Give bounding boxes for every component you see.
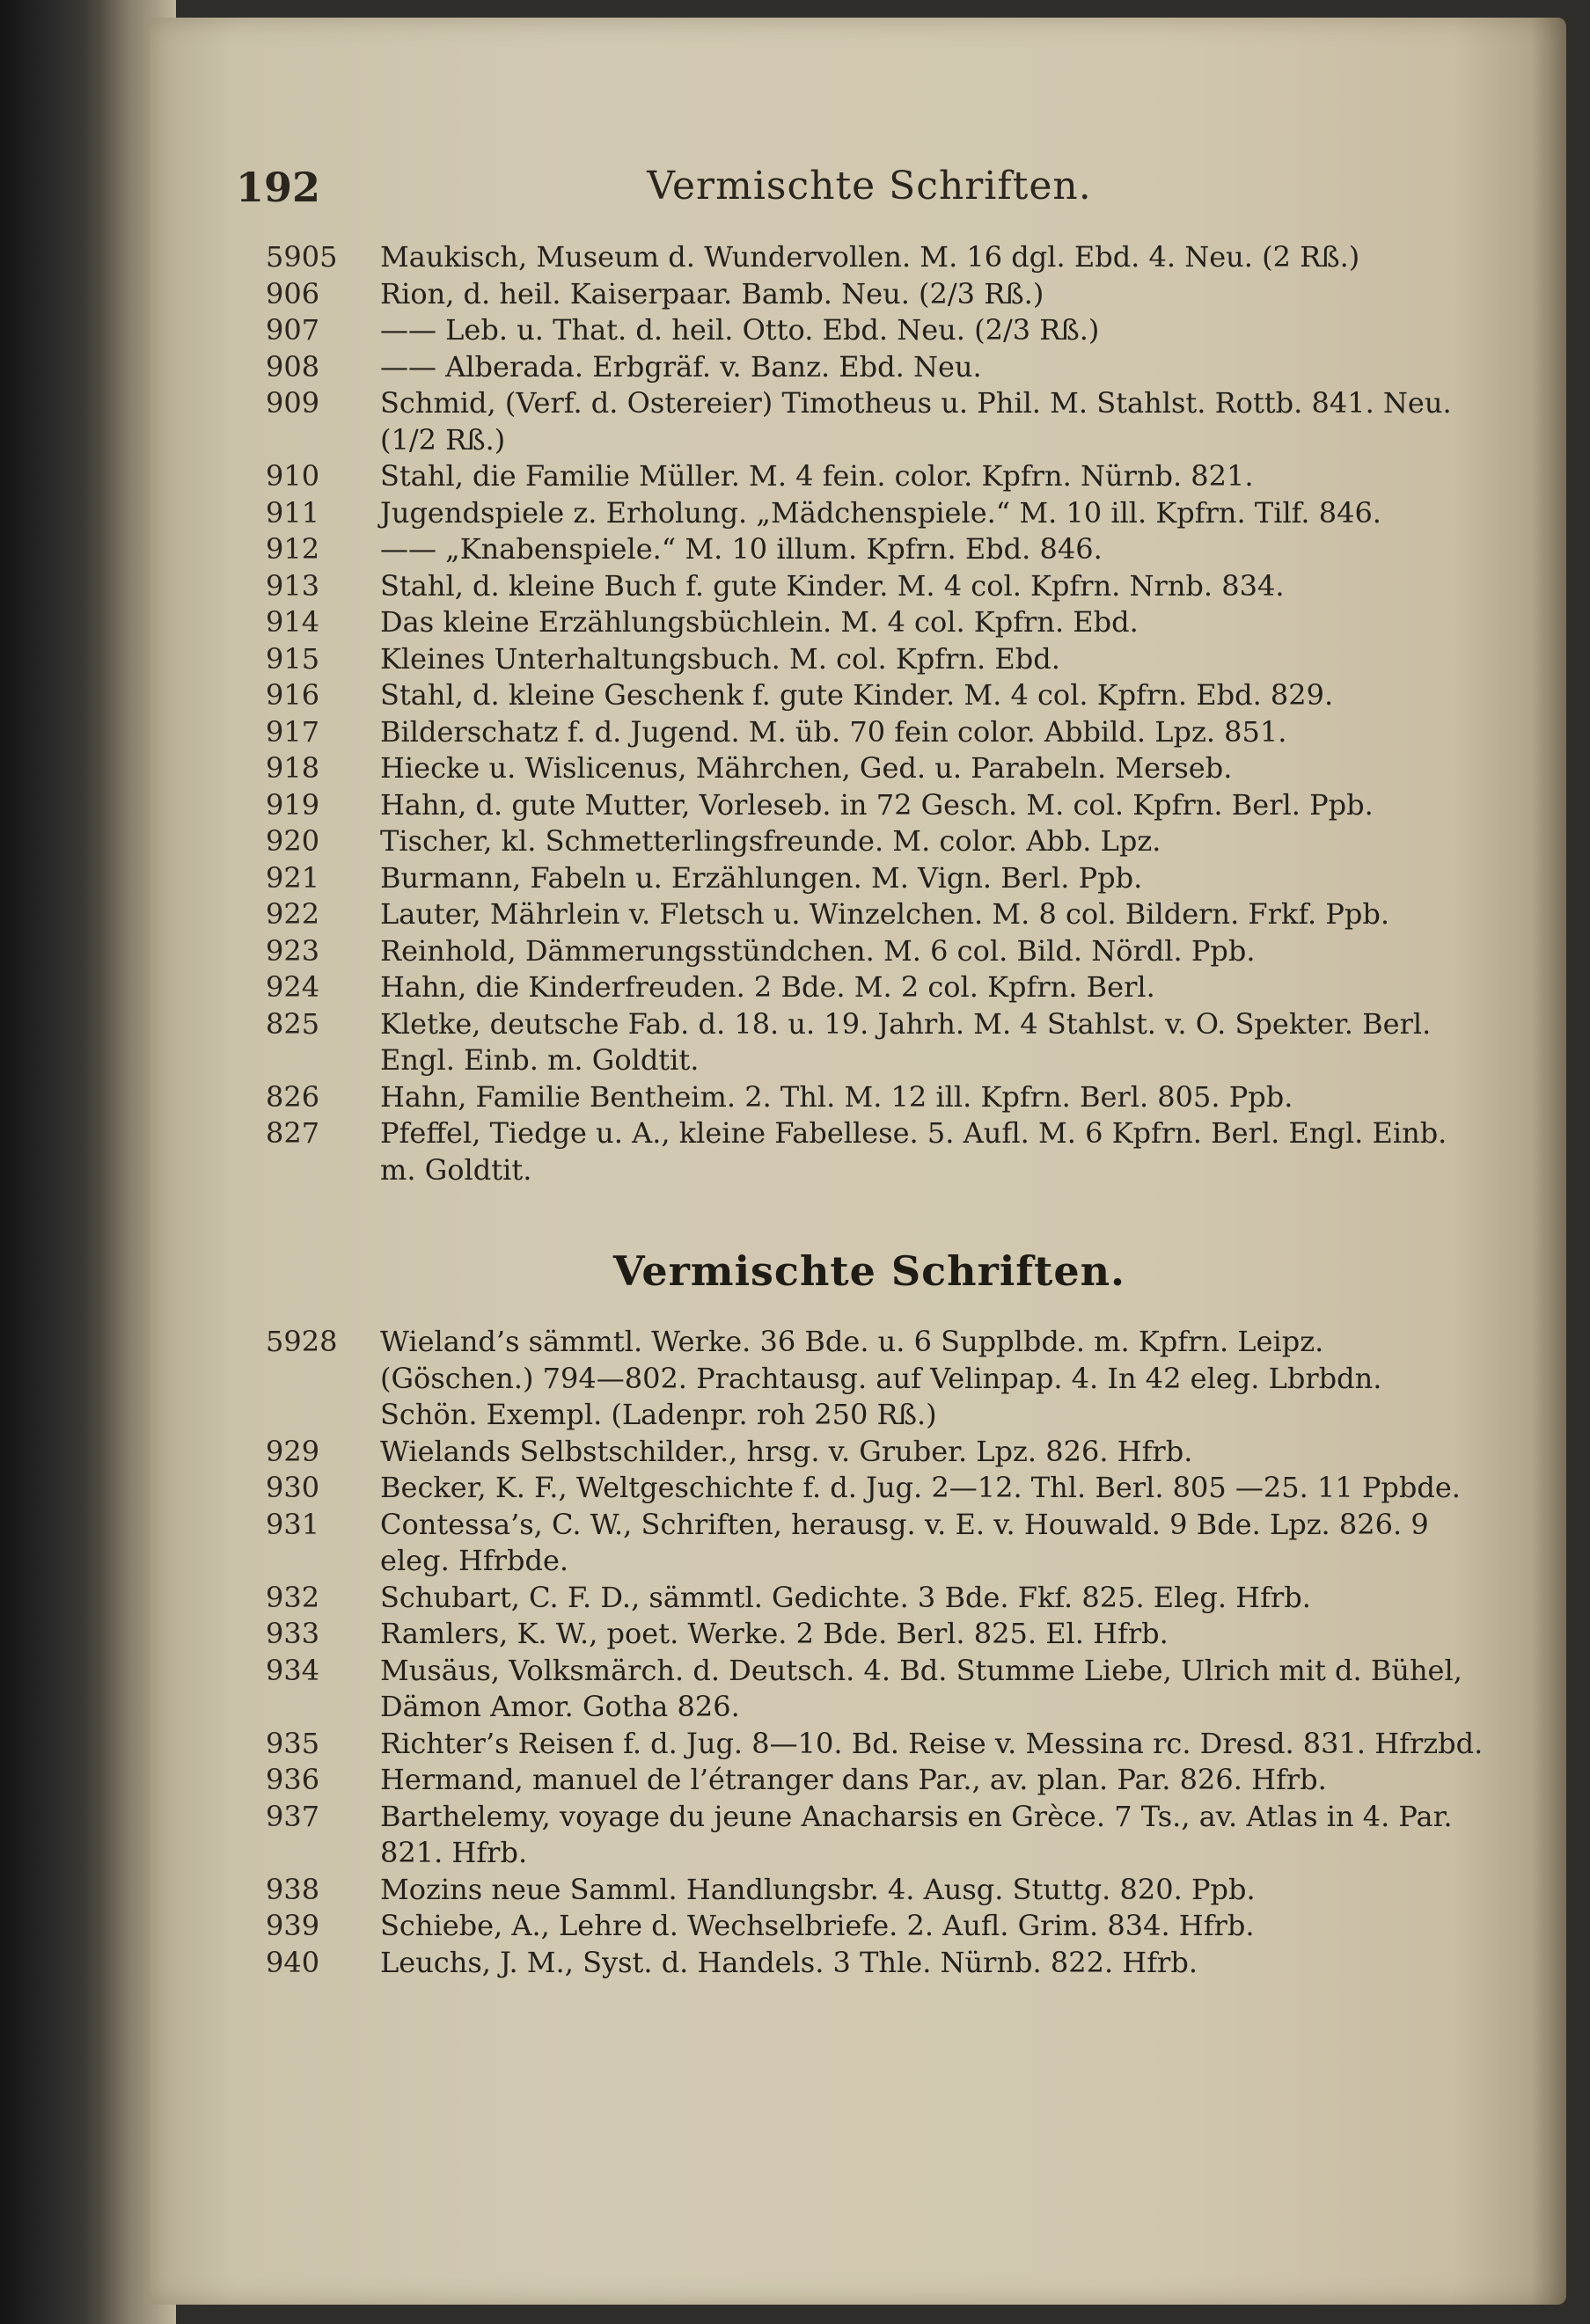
entry-text: Hiecke u. Wislicenus, Mährchen, Ged. u. Parabeln. Merseb.: [380, 751, 1233, 785]
catalog-entry: [266, 896, 1484, 933]
entry-number: 825: [266, 1006, 320, 1041]
catalog-entry: [266, 1726, 1484, 1763]
entry-number: 923: [266, 933, 320, 968]
entry-number: 936: [266, 1763, 320, 1796]
page-number: 192: [236, 164, 321, 211]
catalog-entry: [266, 458, 1484, 495]
entry-number: 826: [266, 1079, 320, 1114]
catalog-entry: [266, 568, 1484, 605]
entry-text: Maukisch, Museum d. Wundervollen. M. 16 dgl. Ebd. 4. Neu. (2 Rß.): [380, 240, 1360, 274]
catalog-entry: [266, 969, 1484, 1006]
catalog-entry: [266, 823, 1484, 860]
entry-number: 939: [266, 1909, 320, 1942]
entry-text: —— „Knabenspiele.“ M. 10 illum. Kpfrn. Ebd. 846.: [380, 532, 1103, 566]
page-edge-shadow: [1531, 18, 1566, 2305]
catalog-entry: [266, 750, 1484, 787]
entry-text: Wielands Selbstschilder., hrsg. v. Gruber. Lpz. 826. Hfrb.: [380, 1434, 1193, 1468]
entry-number: 930: [266, 1471, 320, 1504]
catalog-entry: [266, 1945, 1484, 1982]
running-head: [236, 164, 1503, 225]
entry-number: 940: [266, 1945, 320, 1979]
entry-number: 919: [266, 787, 320, 822]
entry-number: 916: [266, 678, 320, 712]
entry-text: Ramlers, K. W., poet. Werke. 2 Bde. Berl. 825. El. Hfrb.: [380, 1617, 1169, 1650]
entry-number: 911: [266, 495, 320, 530]
entry-number: 934: [266, 1653, 320, 1687]
entry-text: Barthelemy, voyage du jeune Anacharsis en Grèce. 7 Ts., av. Atlas in 4. Par. 821. Hfrb.: [380, 1799, 1453, 1869]
entry-number: 924: [266, 970, 320, 1004]
entry-number: 922: [266, 897, 320, 931]
catalog-entry: [266, 714, 1484, 751]
catalog-entry: [266, 276, 1484, 313]
entry-text: Schmid, (Verf. d. Ostereier) Timotheus u. Phil. M. Stahlst. Rottb. 841. Neu. (1/2 Rß.): [380, 386, 1452, 457]
entry-number: 5905: [266, 240, 338, 274]
entry-number: 929: [266, 1434, 320, 1468]
entry-text: Hahn, Familie Bentheim. 2. Thl. M. 12 ill. Kpfrn. Berl. 805. Ppb.: [380, 1079, 1293, 1114]
catalog-entry: [266, 1799, 1484, 1872]
entry-number: 913: [266, 568, 320, 603]
entry-number: 931: [266, 1507, 320, 1541]
entry-number: 906: [266, 276, 320, 311]
catalog-entry: [266, 1908, 1484, 1945]
catalog-entry: [266, 641, 1484, 678]
catalog-entry: [266, 385, 1484, 458]
entry-number: 920: [266, 824, 320, 858]
entry-text: Kleines Unterhaltungsbuch. M. col. Kpfrn. Ebd.: [380, 641, 1060, 676]
entry-number: 912: [266, 532, 320, 566]
catalog-entry: [266, 1006, 1484, 1079]
entry-number: 917: [266, 714, 320, 749]
entry-number: 915: [266, 641, 320, 676]
entry-text: Leuchs, J. M., Syst. d. Handels. 3 Thle. Nürnb. 822. Hfrb.: [380, 1945, 1198, 1979]
entry-number: 938: [266, 1872, 320, 1906]
catalog-entries-top: [266, 239, 1484, 1188]
catalog-entry: [266, 495, 1484, 532]
entry-text: —— Leb. u. That. d. heil. Otto. Ebd. Neu. (2/3 Rß.): [380, 313, 1100, 347]
catalog-entry: [266, 1470, 1484, 1507]
entry-text: Stahl, die Familie Müller. M. 4 fein. color. Kpfrn. Nürnb. 821.: [380, 459, 1254, 493]
entry-text: Rion, d. heil. Kaiserpaar. Bamb. Neu. (2/3 Rß.): [380, 276, 1044, 311]
entry-number: 827: [266, 1116, 320, 1150]
entry-text: Reinhold, Dämmerungsstündchen. M. 6 col. Bild. Nördl. Ppb.: [380, 933, 1256, 968]
entry-number: 933: [266, 1617, 320, 1650]
catalog-entry: [266, 860, 1484, 897]
catalog-entry: [266, 1872, 1484, 1909]
entry-text: Stahl, d. kleine Geschenk f. gute Kinder. M. 4 col. Kpfrn. Ebd. 829.: [380, 678, 1334, 712]
entry-text: Stahl, d. kleine Buch f. gute Kinder. M. 4 col. Kpfrn. Nrnb. 834.: [380, 568, 1285, 603]
entry-text: Hahn, d. gute Mutter, Vorleseb. in 72 Gesch. M. col. Kpfrn. Berl. Ppb.: [380, 787, 1374, 822]
catalog-entry: [266, 787, 1484, 824]
entry-text: Tischer, kl. Schmetterlingsfreunde. M. color. Abb. Lpz.: [380, 824, 1161, 858]
entry-number: 909: [266, 386, 320, 420]
catalog-entry: [266, 933, 1484, 970]
catalog-entry: [266, 1115, 1484, 1188]
entry-text: —— Alberada. Erbgräf. v. Banz. Ebd. Neu.: [380, 349, 982, 384]
entry-text: Richter’s Reisen f. d. Jug. 8—10. Bd. Reise v. Messina rc. Dresd. 831. Hfrzbd.: [380, 1726, 1484, 1760]
entry-text: Mozins neue Samml. Handlungsbr. 4. Ausg. Stuttg. 820. Ppb.: [380, 1872, 1256, 1906]
running-title: Vermischte Schriften.: [647, 164, 1092, 208]
entry-text: Lauter, Mährlein v. Fletsch u. Winzelchen. M. 8 col. Bildern. Frkf. Ppb.: [380, 897, 1390, 931]
catalog-entry: [266, 1580, 1484, 1617]
catalog-entry: [266, 531, 1484, 568]
catalog-entry: [266, 1507, 1484, 1580]
entry-text: Wieland’s sämmtl. Werke. 36 Bde. u. 6 Supplbde. m. Kpfrn. Leipz. (Göschen.) 794—802. Prachtausg. auf Velinpap. 4. In 42 eleg. Lbrbdn. Schön. Exempl. (Ladenpr. roh 250 Rß.): [380, 1325, 1382, 1431]
catalog-entry: [266, 1616, 1484, 1653]
catalog-entries-bottom: [266, 1324, 1484, 1981]
catalog-entry: [266, 1324, 1484, 1434]
entry-number: 908: [266, 349, 320, 384]
entry-text: Jugendspiele z. Erholung. „Mädchenspiele.“ M. 10 ill. Kpfrn. Tilf. 846.: [380, 495, 1381, 530]
entry-text: Becker, K. F., Weltgeschichte f. d. Jug. 2—12. Thl. Berl. 805 —25. 11 Ppbde.: [380, 1471, 1461, 1504]
entry-text: Musäus, Volksmärch. d. Deutsch. 4. Bd. Stumme Liebe, Ulrich mit d. Bühel, Dämon Amor. Gotha 826.: [380, 1653, 1462, 1723]
entry-number: 907: [266, 313, 320, 347]
catalog-entry: [266, 312, 1484, 349]
entry-number: 935: [266, 1726, 320, 1760]
entry-text: Contessa’s, C. W., Schriften, herausg. v. E. v. Houwald. 9 Bde. Lpz. 826. 9 eleg. Hfrbde.: [380, 1507, 1429, 1577]
entry-text: Schiebe, A., Lehre d. Wechselbriefe. 2. Aufl. Grim. 834. Hfrb.: [380, 1909, 1255, 1942]
catalog-entry: [266, 677, 1484, 714]
entry-number: 921: [266, 860, 320, 895]
entry-number: 5928: [266, 1325, 338, 1358]
catalog-entry: [266, 239, 1484, 276]
entry-text: Kletke, deutsche Fab. d. 18. u. 19. Jahrh. M. 4 Stahlst. v. O. Spekter. Berl. Engl. Einb. m. Goldtit.: [380, 1006, 1432, 1077]
catalog-entry: [266, 349, 1484, 386]
catalog-entry: [266, 1079, 1484, 1116]
catalog-entry: [266, 1762, 1484, 1799]
entry-text: Hahn, die Kinderfreuden. 2 Bde. M. 2 col. Kpfrn. Berl.: [380, 970, 1155, 1004]
entry-number: 918: [266, 751, 320, 785]
entry-number: 910: [266, 459, 320, 493]
entry-text: Das kleine Erzählungsbüchlein. M. 4 col. Kpfrn. Ebd.: [380, 605, 1139, 639]
catalog-entry: [266, 1653, 1484, 1726]
entry-text: Schubart, C. F. D., sämmtl. Gedichte. 3 Bde. Fkf. 825. Eleg. Hfrb.: [380, 1580, 1311, 1614]
entry-text: Bilderschatz f. d. Jugend. M. üb. 70 fein color. Abbild. Lpz. 851.: [380, 714, 1287, 749]
entry-text: Burmann, Fabeln u. Erzählungen. M. Vign. Berl. Ppb.: [380, 860, 1143, 895]
catalog-entry: [266, 1434, 1484, 1471]
catalog-entry: [266, 604, 1484, 641]
entry-number: 932: [266, 1580, 320, 1614]
section-heading: Vermischte Schriften.: [612, 1247, 1126, 1295]
entry-text: Hermand, manuel de l’étranger dans Par., av. plan. Par. 826. Hfrb.: [380, 1763, 1327, 1796]
entry-number: 937: [266, 1799, 320, 1833]
entry-number: 914: [266, 605, 320, 639]
entry-text: Pfeffel, Tiedge u. A., kleine Fabellese. 5. Aufl. M. 6 Kpfrn. Berl. Engl. Einb. m. Goldtit.: [380, 1116, 1447, 1187]
